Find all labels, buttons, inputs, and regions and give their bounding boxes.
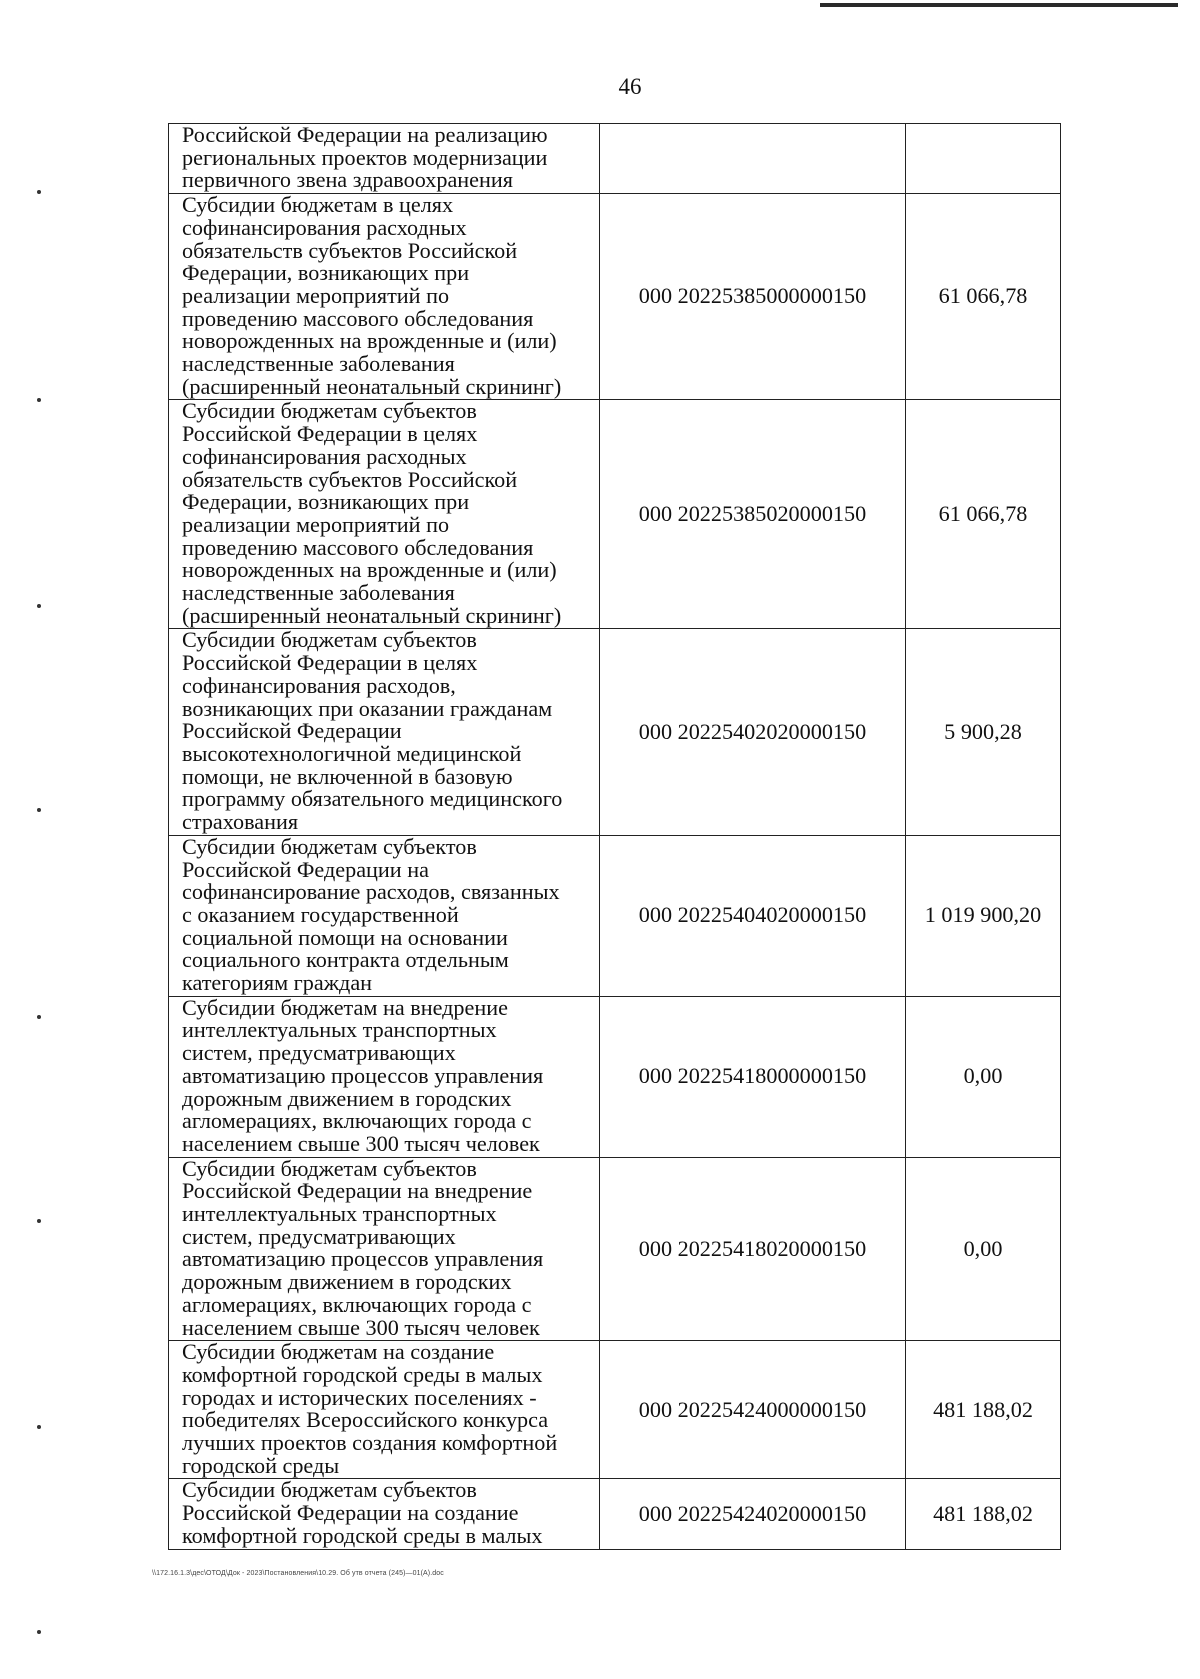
table-row [169, 1157, 1061, 1341]
top-rule [820, 3, 1178, 7]
row-code: 000 20225424020000150 [600, 1479, 906, 1549]
footer-file-path: \\172.16.1.3\дес\ОТОД\Док - 2023\Постановления\10.29. Об утв отчета (245)—01(А).doc [152, 1570, 444, 1577]
table-row [169, 194, 1061, 400]
row-code: 000 20225385020000150 [600, 400, 906, 629]
row-code: 000 20225418020000150 [600, 1157, 906, 1341]
row-amount [906, 124, 1061, 194]
row-amount: 61 066,78 [906, 194, 1061, 400]
row-amount: 61 066,78 [906, 400, 1061, 629]
row-amount: 481 188,02 [906, 1479, 1061, 1549]
margin-dot [37, 1219, 41, 1223]
row-code: 000 20225402020000150 [600, 629, 906, 835]
table-row [169, 1341, 1061, 1479]
row-description: Субсидии бюджетам на создание комфортной городской среды в малых городах и исторических поселениях - победителях Всероссийского конкурса лучших проектов создания комфортной городской среды [169, 1341, 600, 1479]
row-amount: 0,00 [906, 996, 1061, 1157]
row-description: Российской Федерации на реализацию региональных проектов модернизации первичного звена здравоохранения [169, 124, 600, 194]
row-code [600, 124, 906, 194]
row-description: Субсидии бюджетам в целях софинансирования расходных обязательств субъектов Российской Федерации, возникающих при реализации мероприятий по проведению массового обследования новорожденных на врожденные и (или) наследственные заболевания (расширенный неонатальный скрининг) [169, 194, 600, 400]
row-amount: 5 900,28 [906, 629, 1061, 835]
budget-table [168, 123, 1061, 1550]
row-description: Субсидии бюджетам субъектов Российской Федерации на софинансирование расходов, связанных с оказанием государственной социальной помощи на основании социального контракта отдельным категориям граждан [169, 835, 600, 996]
margin-dot [37, 190, 41, 194]
row-description: Субсидии бюджетам на внедрение интеллектуальных транспортных систем, предусматривающих автоматизацию процессов управления дорожным движением в городских агломерациях, включающих города с населением свыше 300 тысяч человек [169, 996, 600, 1157]
row-description: Субсидии бюджетам субъектов Российской Федерации на создание комфортной городской среды в малых [169, 1479, 600, 1549]
row-amount: 481 188,02 [906, 1341, 1061, 1479]
row-code: 000 20225424000000150 [600, 1341, 906, 1479]
row-code: 000 20225385000000150 [600, 194, 906, 400]
table-row [169, 1479, 1061, 1549]
row-amount: 1 019 900,20 [906, 835, 1061, 996]
row-description: Субсидии бюджетам субъектов Российской Федерации в целях софинансирования расходов, возникающих при оказании гражданам Российской Федерации высокотехнологичной медицинской помощи, не включенной в базовую программу обязательного медицинского страхования [169, 629, 600, 835]
row-code: 000 20225418000000150 [600, 996, 906, 1157]
margin-dot [37, 1015, 41, 1019]
row-description: Субсидии бюджетам субъектов Российской Федерации на внедрение интеллектуальных транспортных систем, предусматривающих автоматизацию процессов управления дорожным движением в городских агломерациях, включающих города с населением свыше 300 тысяч человек [169, 1157, 600, 1341]
table-row [169, 835, 1061, 996]
row-amount: 0,00 [906, 1157, 1061, 1341]
table-row [169, 400, 1061, 629]
margin-dot [37, 398, 41, 402]
table-row [169, 996, 1061, 1157]
page-number: 46 [618, 74, 642, 99]
row-description: Субсидии бюджетам субъектов Российской Федерации в целях софинансирования расходных обязательств субъектов Российской Федерации, возникающих при реализации мероприятий по проведению массового обследования новорожденных на врожденные и (или) наследственные заболевания (расширенный неонатальный скрининг) [169, 400, 600, 629]
margin-dot [37, 1425, 41, 1429]
margin-dot [37, 604, 41, 608]
margin-dot [37, 808, 41, 812]
margin-dot [37, 1630, 41, 1634]
table-row [169, 629, 1061, 835]
table-row [169, 124, 1061, 194]
row-code: 000 20225404020000150 [600, 835, 906, 996]
